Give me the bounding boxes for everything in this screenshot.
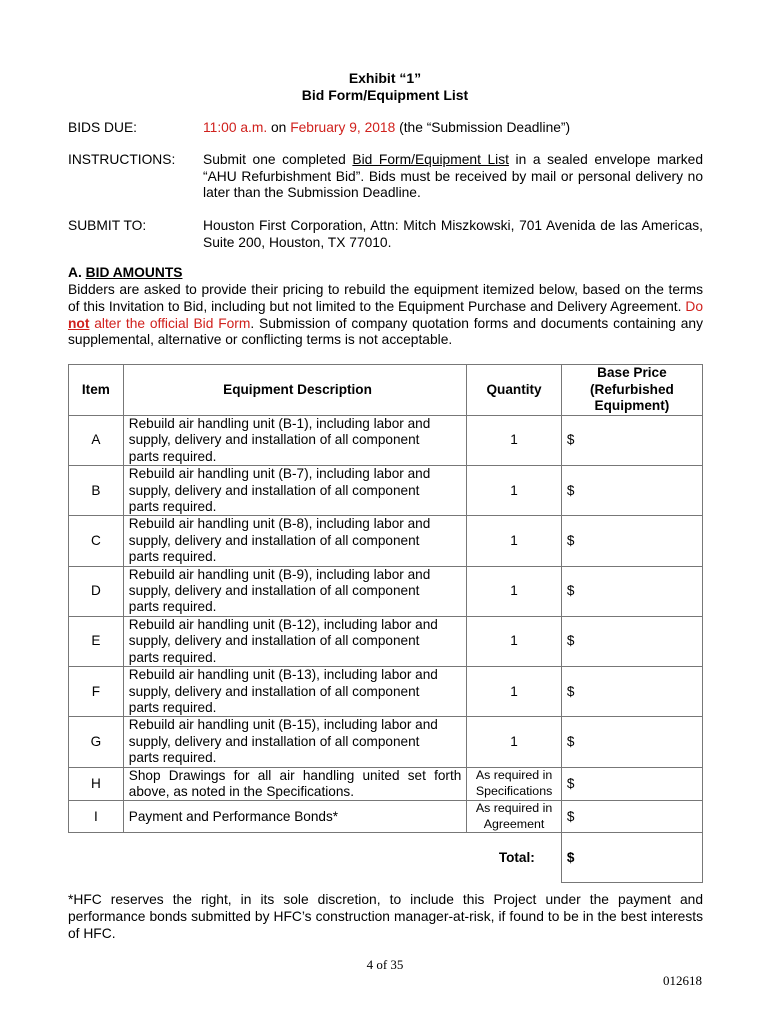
bid-table — [68, 364, 703, 883]
header-item: Item — [69, 365, 124, 416]
total-value[interactable]: $ — [561, 833, 702, 883]
row-item: H — [69, 767, 124, 801]
table-row — [69, 801, 703, 833]
instructions-text — [203, 152, 703, 202]
row-price-input[interactable]: $ — [561, 466, 702, 516]
table-row — [69, 717, 703, 767]
row-item: D — [69, 566, 124, 616]
row-description: Shop Drawings for all air handling united set forth above, as noted in the Specifications. — [123, 767, 467, 801]
table-row — [69, 616, 703, 666]
row-quantity: 1 — [467, 616, 562, 666]
row-description: Rebuild air handling unit (B-12), including labor and supply, delivery and installation of all component parts required. — [123, 616, 467, 666]
section-a-paragraph — [68, 282, 703, 349]
row-quantity: 1 — [467, 466, 562, 516]
section-a-title: BID AMOUNTS — [85, 265, 183, 280]
header-price-line2: (Refurbished — [589, 381, 674, 397]
bids-due-on: on — [267, 120, 291, 135]
header-price-line1: Base Price — [597, 365, 667, 381]
row-item: G — [69, 717, 124, 767]
section-a-red2: alter the official Bid Form — [89, 315, 251, 331]
row-description: Rebuild air handling unit (B-1), including labor and supply, delivery and installation of all component parts required. — [123, 416, 467, 466]
bids-due-value — [203, 120, 570, 135]
row-quantity: 1 — [467, 717, 562, 767]
row-description: Rebuild air handling unit (B-9), including labor and supply, delivery and installation of all component parts required. — [123, 566, 467, 616]
row-price-input[interactable]: $ — [561, 667, 702, 717]
page-title: Bid Form/Equipment List — [301, 87, 469, 103]
row-quantity-line1: As required in — [475, 768, 553, 783]
row-quantity: 1 — [467, 566, 562, 616]
document-code: 012618 — [663, 973, 702, 988]
bids-due-label: BIDS DUE: — [68, 120, 137, 135]
total-blank-2 — [123, 833, 467, 883]
row-quantity: 1 — [467, 516, 562, 566]
row-description: Rebuild air handling unit (B-13), including labor and supply, delivery and installation of all component parts required. — [123, 667, 467, 717]
instructions-pre: Submit one completed — [203, 152, 353, 167]
row-quantity-line2: Specifications — [475, 783, 553, 798]
submit-to-label: SUBMIT TO: — [68, 218, 147, 233]
instructions-label: INSTRUCTIONS: — [68, 152, 176, 167]
section-a-p1: Bidders are asked to provide their pricing to rebuild the equipment itemized below, based on the terms of this Invitation to Bid, including but not limited to the Equipment Purchase and Delivery Agreement. — [68, 282, 703, 314]
section-a-prefix: A. — [68, 265, 86, 280]
bids-due-date: February 9, 2018 — [290, 120, 396, 135]
exhibit-label: Exhibit “1” — [348, 70, 422, 86]
header-base-price — [561, 365, 702, 416]
header-quantity: Quantity — [467, 365, 562, 416]
table-header-row — [69, 365, 703, 416]
row-price-input[interactable]: $ — [561, 516, 702, 566]
row-quantity-line1: As required in — [475, 801, 553, 816]
row-quantity — [467, 767, 562, 801]
footnote: *HFC reserves the right, in its sole discretion, to include this Project under the payment and performance bonds submitted by HFC’s construction manager-at-risk, if found to be in the best interests of HFC. — [68, 892, 703, 941]
table-row — [69, 667, 703, 717]
row-item: I — [69, 801, 124, 833]
section-a-heading — [68, 265, 182, 280]
row-quantity — [467, 801, 562, 833]
submit-to-address: Houston First Corporation, Attn: Mitch Miszkowski, 701 Avenida de las Americas, Suite 200, Houston, TX 77010. — [203, 218, 703, 250]
table-row — [69, 416, 703, 466]
row-item: A — [69, 416, 124, 466]
row-description: Rebuild air handling unit (B-8), including labor and supply, delivery and installation of all component parts required. — [123, 516, 467, 566]
table-row — [69, 516, 703, 566]
row-price-input[interactable]: $ — [561, 767, 702, 801]
row-description: Rebuild air handling unit (B-7), including labor and supply, delivery and installation of all component parts required. — [123, 466, 467, 516]
row-item: C — [69, 516, 124, 566]
total-row — [69, 833, 703, 883]
total-label: Total: — [467, 833, 562, 883]
table-row — [69, 566, 703, 616]
row-item: E — [69, 616, 124, 666]
section-a-red-not: not — [68, 315, 90, 331]
section-a-p2: . Submission of company quotation forms and documents containing any supplemental, alternative or conflicting terms is not acceptable. — [68, 315, 704, 348]
row-price-input[interactable]: $ — [561, 416, 702, 466]
section-a-red1: Do — [685, 298, 703, 314]
instructions-post: in a sealed envelope marked “AHU Refurbishment Bid”. Bids must be received by mail or personal delivery no later than the Submission Deadline. — [203, 152, 703, 201]
row-price-input[interactable]: $ — [561, 616, 702, 666]
row-item: B — [69, 466, 124, 516]
row-item: F — [69, 667, 124, 717]
total-blank-1 — [69, 833, 124, 883]
row-price-input[interactable]: $ — [561, 717, 702, 767]
table-row — [69, 466, 703, 516]
instructions-form-name: Bid Form/Equipment List — [352, 152, 509, 167]
row-price-input[interactable]: $ — [561, 801, 702, 833]
row-quantity-line2: Agreement — [483, 816, 545, 831]
row-description: Rebuild air handling unit (B-15), including labor and supply, delivery and installation of all component parts required. — [123, 717, 467, 767]
bids-due-time: 11:00 a.m. — [203, 120, 268, 135]
row-description: Payment and Performance Bonds* — [123, 801, 467, 833]
page-number: 4 of 35 — [366, 957, 404, 972]
row-price-input[interactable]: $ — [561, 566, 702, 616]
row-quantity: 1 — [467, 667, 562, 717]
row-quantity: 1 — [467, 416, 562, 466]
header-price-line3: Equipment) — [594, 398, 670, 414]
table-row — [69, 767, 703, 801]
bids-due-rest: (the “Submission Deadline”) — [395, 120, 571, 135]
header-description: Equipment Description — [123, 365, 467, 416]
